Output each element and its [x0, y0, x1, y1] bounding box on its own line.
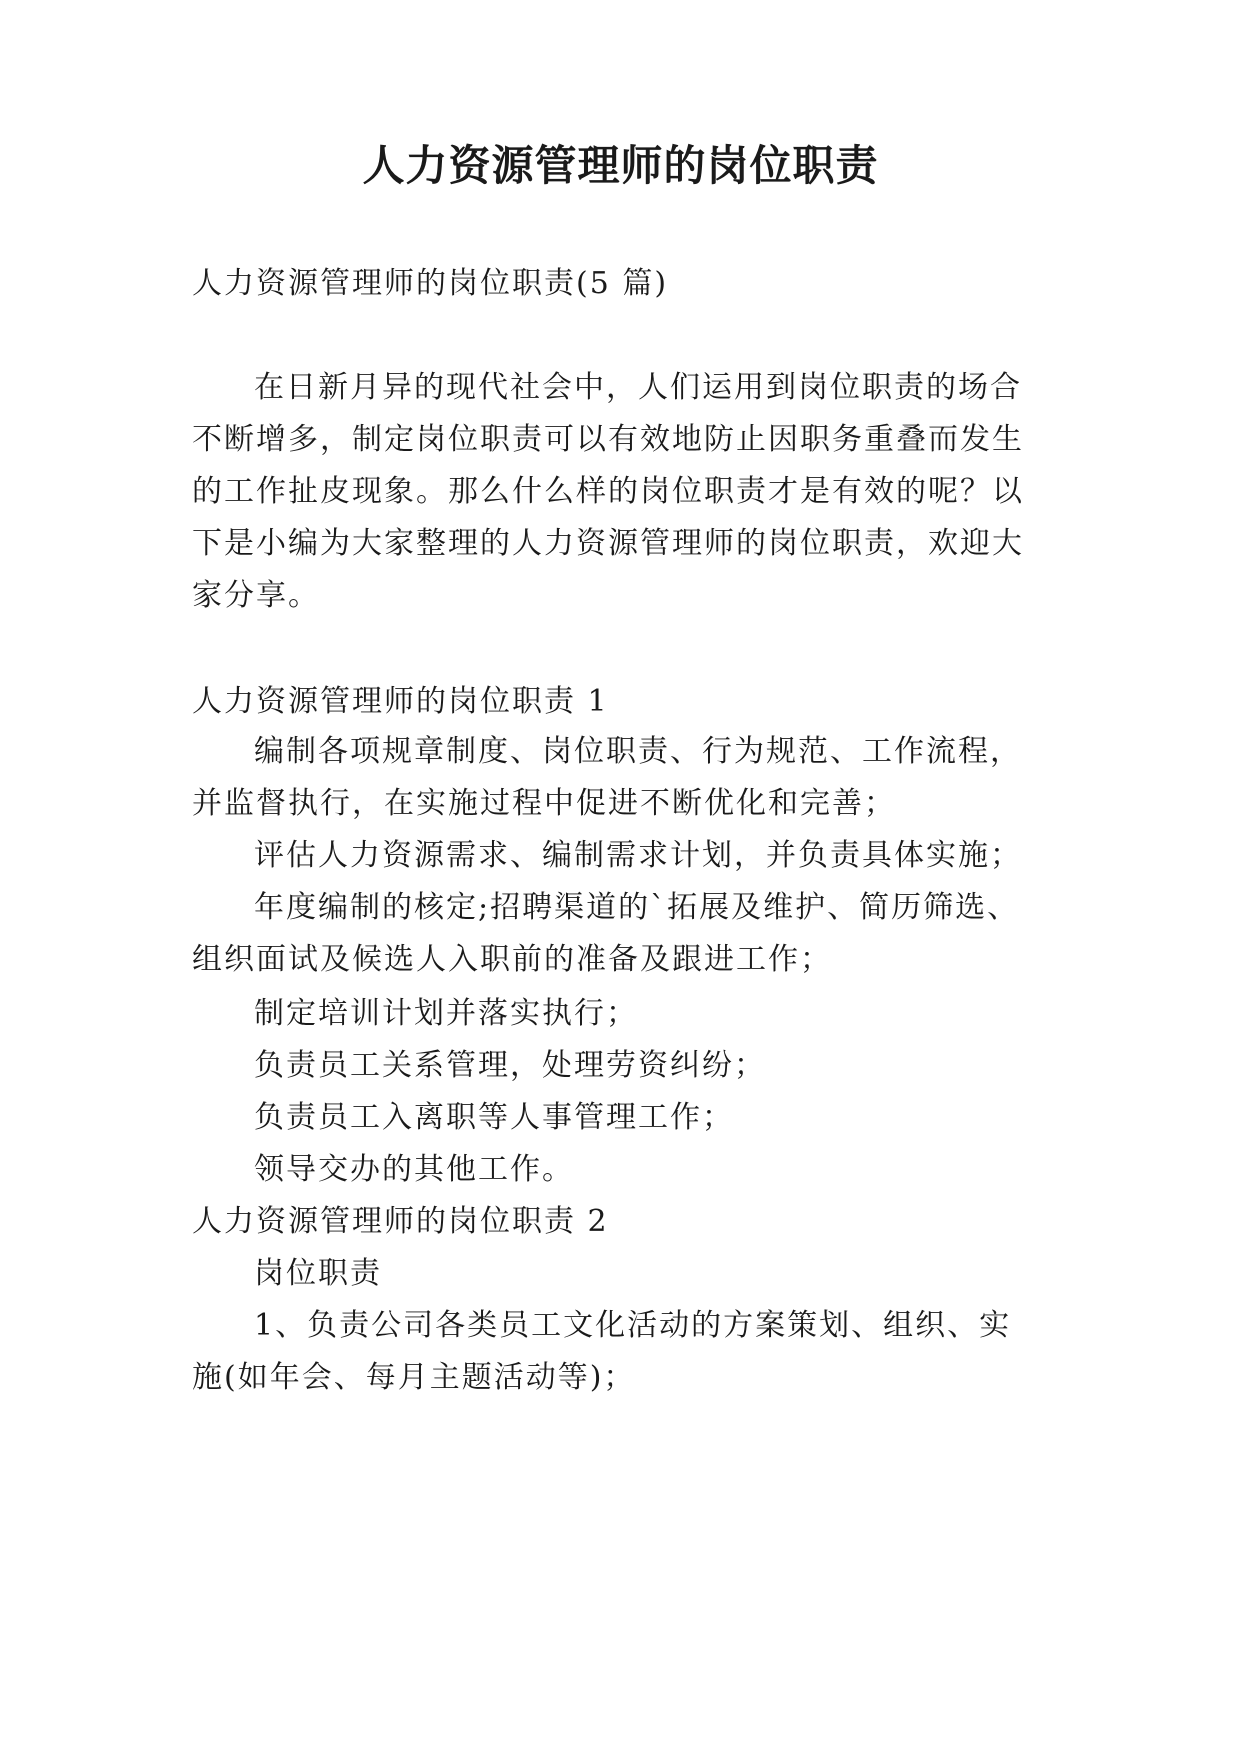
- intro-line: 在日新月异的现代社会中，人们运用到岗位职责的场合: [254, 370, 1022, 405]
- section1-line: 并监督执行，在实施过程中促进不断优化和完善；: [192, 786, 896, 821]
- section1-line: 编制各项规章制度、岗位职责、行为规范、工作流程，: [254, 734, 1022, 769]
- intro-line: 家分享。: [192, 578, 320, 613]
- section1-line: 评估人力资源需求、编制需求计划，并负责具体实施；: [254, 838, 1022, 873]
- section1-line: 制定培训计划并落实执行；: [254, 996, 638, 1031]
- section1-line: 年度编制的核定;招聘渠道的`拓展及维护、简历筛选、: [254, 890, 1020, 925]
- section1-heading: 人力资源管理师的岗位职责 1: [192, 684, 609, 719]
- section1-line: 领导交办的其他工作。: [254, 1152, 574, 1187]
- section2-line: 岗位职责: [254, 1256, 382, 1291]
- intro-line: 的工作扯皮现象。那么什么样的岗位职责才是有效的呢？以: [192, 474, 1024, 509]
- section1-line: 组织面试及候选人入职前的准备及跟进工作；: [192, 942, 832, 977]
- section1-line: 负责员工入离职等人事管理工作；: [254, 1100, 734, 1135]
- intro-line: 下是小编为大家整理的人力资源管理师的岗位职责，欢迎大: [192, 526, 1024, 561]
- document-title: 人力资源管理师的岗位职责: [362, 141, 879, 190]
- section2-line: 施(如年会、每月主题活动等)；: [192, 1360, 636, 1395]
- section2-line: 1、负责公司各类员工文化活动的方案策划、组织、实: [254, 1308, 1012, 1343]
- section1-line: 负责员工关系管理，处理劳资纠纷；: [254, 1048, 766, 1083]
- section2-heading: 人力资源管理师的岗位职责 2: [192, 1204, 609, 1239]
- intro-line: 不断增多，制定岗位职责可以有效地防止因职务重叠而发生: [192, 422, 1024, 457]
- document-subtitle: 人力资源管理师的岗位职责(5 篇): [192, 266, 669, 301]
